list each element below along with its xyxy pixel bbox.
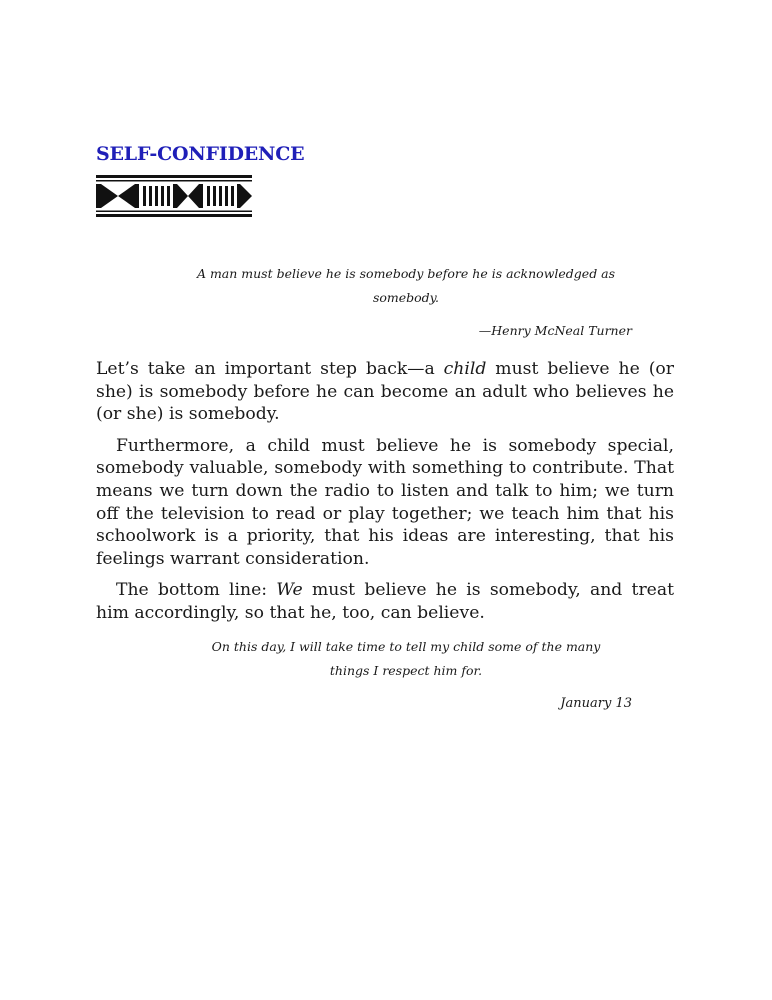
closing-affirmation: On this day, I will take time to tell my child some of the many things I respect him for.: [211, 639, 601, 678]
body-text: [96, 358, 674, 634]
kente-pattern-icon: [96, 175, 252, 217]
paragraph-3-text-b: must believe he is somebody, and treat him accordingly, so that he, too, can believe.: [96, 580, 674, 623]
paragraph-1: [96, 358, 674, 426]
epigraph-author: —Henry McNeal Turner: [478, 323, 632, 338]
paragraph-1-text-b: must believe he (or she) is somebody before he can become an adult who believes he (or she) is somebody.: [96, 359, 674, 425]
paragraph-2: Furthermore, a child must believe he is somebody special, somebody valuable, somebody with something to contribute. That means we turn down the radio to listen and talk to him; we turn off the television to read or play together; we teach him that his schoolwork is a priority, that his ideas are interesting, that his feelings warrant consideration.: [96, 435, 674, 569]
paragraph-1-text-a: Let’s take an important step back—a: [96, 359, 444, 379]
paragraph-3: [96, 579, 674, 624]
page-title: SELF-CONFIDENCE: [96, 143, 305, 165]
date-label: January 13: [560, 696, 632, 711]
paragraph-3-text-a: The bottom line:: [116, 580, 277, 601]
epigraph-quote: A man must believe he is somebody before he is acknowledged as somebody.: [196, 266, 616, 305]
paragraph-3-emphasis: We: [276, 580, 303, 601]
paragraph-1-emphasis: child: [443, 359, 487, 379]
